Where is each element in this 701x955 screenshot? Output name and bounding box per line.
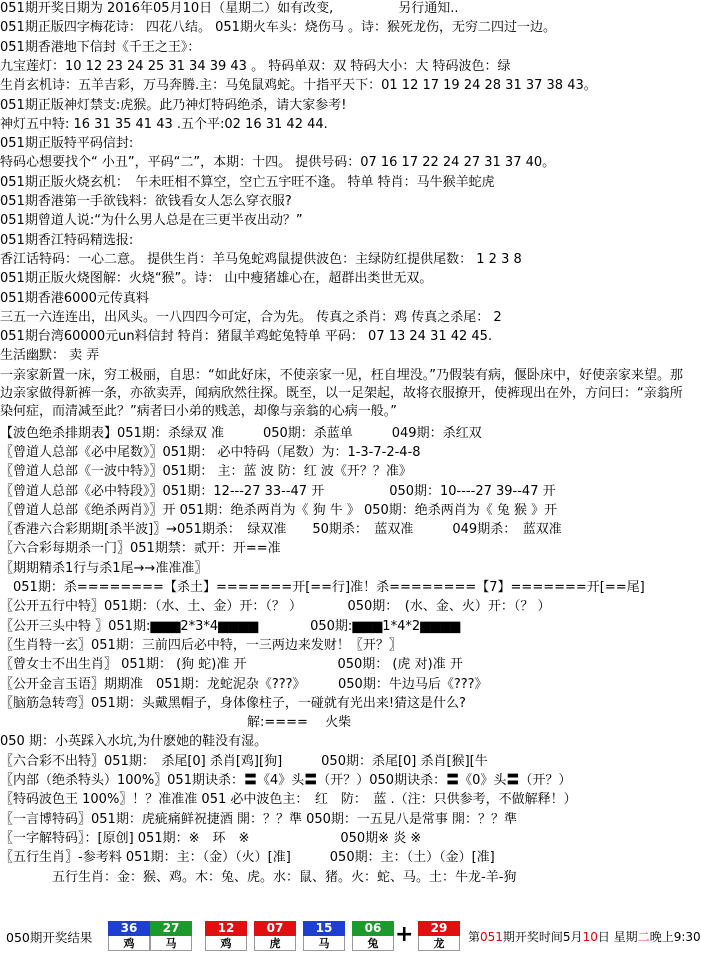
bulletin-line: 〖内部（绝杀特头）100%〗051期诀杀：〓《4》头〓（开？）050期诀杀：〓《0》头〓（开？） xyxy=(0,773,572,788)
next-draw-time: 晚上9:30 xyxy=(649,930,701,944)
bulletin-line: 051期：杀========【杀土】=======开[==行]准！杀========【7】=======开[==尾] xyxy=(0,580,645,595)
special-draw-ball xyxy=(418,921,460,951)
draw-ball-number: 07 xyxy=(266,921,284,935)
bulletin-line: 五行生肖：金：猴、鸡。木：兔、虎。水：鼠、猪。火：蛇、马。土：牛龙-羊-狗 xyxy=(0,869,517,885)
bulletin-line: 〖期期精杀1行与杀1尾→→准准准〗 xyxy=(0,560,208,576)
next-draw-info xyxy=(468,928,701,945)
draw-ball xyxy=(108,921,150,951)
bulletin-line: 〖脑筋急转弯〗051期：头戴黑帽子，身体像柱子，一碰就有光出来!猜这是什么? xyxy=(0,695,466,711)
bulletin-line: 解:==== 火柴 xyxy=(0,715,352,731)
special-ball-number: 29 xyxy=(430,921,448,935)
bulletin-line: 〖曾道人总部《必中尾数》〗051期： 必中特码（尾数）为：1-3-7-2-4-8 xyxy=(0,444,421,460)
bulletin-line: 051期香港6000元传真料 xyxy=(0,290,149,306)
bulletin-line: 051期正版神灯禁支:虎猴。此乃神灯特码绝杀，请大家参考! xyxy=(0,97,347,113)
bulletin-line: 〖公开三头中特 〗051期:▆▆▆2*3*4▆▆▆▆ 050期:▆▆▆1*4*2▆▆▆▆ xyxy=(0,618,461,634)
next-draw-day: 10 xyxy=(582,930,598,944)
bulletin-line: 〖一字解特码〗：[原创] 051期：※ 环 ※ 050期※ 炎 ※ xyxy=(0,830,422,846)
bulletin-line: 051期正版火烧玄机： 午未旺相不算空，空亡五宇旺不逢。 特单 特肖：马牛猴羊蛇虎 xyxy=(0,174,495,190)
draw-result-footer xyxy=(0,918,701,954)
bulletin-line: 050 期：小英踩入水坑,为什麽她的鞋没有湿。 xyxy=(0,734,268,750)
bulletin-line: 〖六合彩不出特〗051期： 杀尾[0] 杀肖[鸡][狗] 050期：杀尾[0] 杀肖[猴][牛 xyxy=(0,753,488,769)
next-draw-prefix: 第 xyxy=(468,930,481,944)
draw-ball xyxy=(352,921,394,951)
draw-ball xyxy=(150,921,192,951)
next-draw-weekday-value: 二 xyxy=(637,930,650,944)
bulletin-line: 051期台湾60000元un料信封 特肖：猪鼠羊鸡蛇兔特单 平码： 07 13 24 31 42 45. xyxy=(0,329,493,345)
special-ball-zodiac: 龙 xyxy=(418,936,460,951)
draw-ball-number: 12 xyxy=(217,921,235,935)
bulletin-line: 〖五行生肖〗-参考料 051期：主：（金）（火）[准] 050期：主：（土）（金）[准] xyxy=(0,850,495,866)
humor-story-paragraph: 一亲家新置一床，穷工极丽，自思：“如此好床，不使亲家一见，枉自埋没。”乃假装有病，偃卧床中，好使亲家来望。那边亲家做得新裤一条，亦欲卖弄，闻病欣然往探。既至，以一足架起，故将衣服撩开，使裤现出在外，方问曰：“亲翁所染何症，而清减至此？”病者曰小弟的贱恙，却像与亲翁的心病一般。” xyxy=(0,367,683,419)
bulletin-line: 三五一六连连出，出风头。一八四四今可定，合为先。 传真之杀肖：鸡 传真之杀尾： 2 xyxy=(0,309,502,325)
bulletin-line: 〖公开金言玉语〗期期准 051期：龙蛇泥杂《???》 050期：牛边马后《???》 xyxy=(0,676,488,692)
draw-ball-number: 15 xyxy=(315,921,333,935)
bulletin-line: 九宝莲灯：10 12 23 24 25 31 34 39 43 。 特码单双：双 特码大小：大 特码波色：绿 xyxy=(0,58,511,74)
draw-ball-number: 06 xyxy=(364,921,382,935)
bulletin-line: 051期正版四字梅花诗： 四花八结。 051期火车头：烧伤马 。诗：猴死龙伤，无穷二四过一边。 xyxy=(0,20,557,36)
special-ball-plus: + xyxy=(395,922,414,947)
bulletin-line: 051期正版火烧图解：火烧“猴”。诗： 山中瘦猪雄心在，超群出类世无双。 xyxy=(0,271,433,287)
bulletin-line: 〖一言博特码〗051期：虎疵痛鲜祝捷酒 開：？？準 050期：一五見八是常事 開：？？準 xyxy=(0,811,518,827)
draw-ball-zodiac: 马 xyxy=(150,936,192,951)
bulletin-line: 【波色绝杀排期表】051期：杀绿双 准 050期：杀蓝单 049期：杀红双 xyxy=(0,425,482,441)
draw-ball-zodiac: 兔 xyxy=(352,936,394,951)
draw-ball xyxy=(303,921,345,951)
draw-ball-zodiac: 鸡 xyxy=(205,936,247,951)
draw-ball-zodiac: 鸡 xyxy=(108,936,150,951)
bulletin-line: 051期曾道人说:“为什么男人总是在三更半夜出动？” xyxy=(0,213,303,229)
draw-ball-zodiac: 马 xyxy=(303,936,345,951)
bulletin-line: 051期正版特平码信封: xyxy=(0,136,134,152)
bulletin-line: 特码心想要找个“ 小丑”，平码“二”，本期：十四。 提供号码：07 16 17 22 24 27 31 37 40。 xyxy=(0,155,556,171)
draw-ball xyxy=(205,921,247,951)
bulletin-line: 〖曾女士不出生肖〗 051期： (狗 蛇)准 开 050期： (虎 对)准 开 xyxy=(0,657,463,673)
bulletin-line: 香江话特码：一心二意。 提供生肖：羊马兔蛇鸡鼠提供波色：主绿防红提供尾数： 1 2 3 8 xyxy=(0,251,522,267)
bulletin-line: 051期开奖日期为 2016年05月10日（星期二）如有改变, 另行通知.. xyxy=(0,1,459,16)
draw-result-label: 050期开奖结果 xyxy=(6,930,93,945)
bulletin-line: 〖特码波色王 100%〗！？准准准 051 必中波色主： 红 防： 蓝 .（注：只供参考，不做解释！） xyxy=(0,792,577,808)
bulletin-line: 051期香港地下信封《千王之王》： xyxy=(0,39,201,55)
bulletin-line: 〖六合彩每期杀一门〗051期禁：贰开：开==准 xyxy=(0,541,281,557)
next-draw-weekday: 日 星期 xyxy=(597,930,638,944)
bulletin-line: 〖曾道人总部《必中特段》〗051期：12---27 33--47 开 050期：10----27 39--47 开 xyxy=(0,483,556,499)
bulletin-line: 生肖玄机诗：五羊吉彩，万马奔腾.主：马兔鼠鸡蛇。十指平天下：01 12 17 19 24 28 31 37 38 43。 xyxy=(0,78,597,94)
draw-ball-number: 27 xyxy=(162,921,180,935)
bulletin-line: 051期香港第一手欲钱料：欲钱看女人怎么穿衣服? xyxy=(0,194,292,209)
next-draw-mid: 期开奖时间5月 xyxy=(502,930,583,944)
draw-ball-number: 36 xyxy=(120,921,138,935)
next-draw-issue: 051 xyxy=(480,930,503,944)
draw-ball-zodiac: 虎 xyxy=(254,936,296,951)
bulletin-line: 〖香港六合彩期期[杀半波]〗→051期杀： 绿双准 50期杀： 蓝双准 049期杀： 蓝双准 xyxy=(0,522,562,538)
bulletin-line: 〖曾道人总部《一波中特》〗051期： 主：蓝 波 防：红 波《开？？准》 xyxy=(0,464,412,480)
bulletin-line: 〖曾道人总部《绝杀两肖》〗开 051期：绝杀两肖为《 狗 牛 》 050期：绝杀两肖为《 兔 猴 》开 xyxy=(0,502,558,518)
bulletin-line: 051期香江特码精选报: xyxy=(0,232,134,248)
draw-ball xyxy=(254,921,296,951)
bulletin-line: 生活幽默： 卖 弄 xyxy=(0,348,100,364)
bulletin-line: 〖公开五行中特〗051期：（水、土、金）开：（？ ） 050期： (水、金、火）开：（？ ） xyxy=(0,599,551,615)
bulletin-line: 〖生肖特一玄〗051期：三前四后必中特，一三两边来发财！〖开？〗 xyxy=(0,637,402,653)
bulletin-line: 神灯五中特: 16 31 35 41 43 .五个平:02 16 31 42 44. xyxy=(0,116,328,132)
